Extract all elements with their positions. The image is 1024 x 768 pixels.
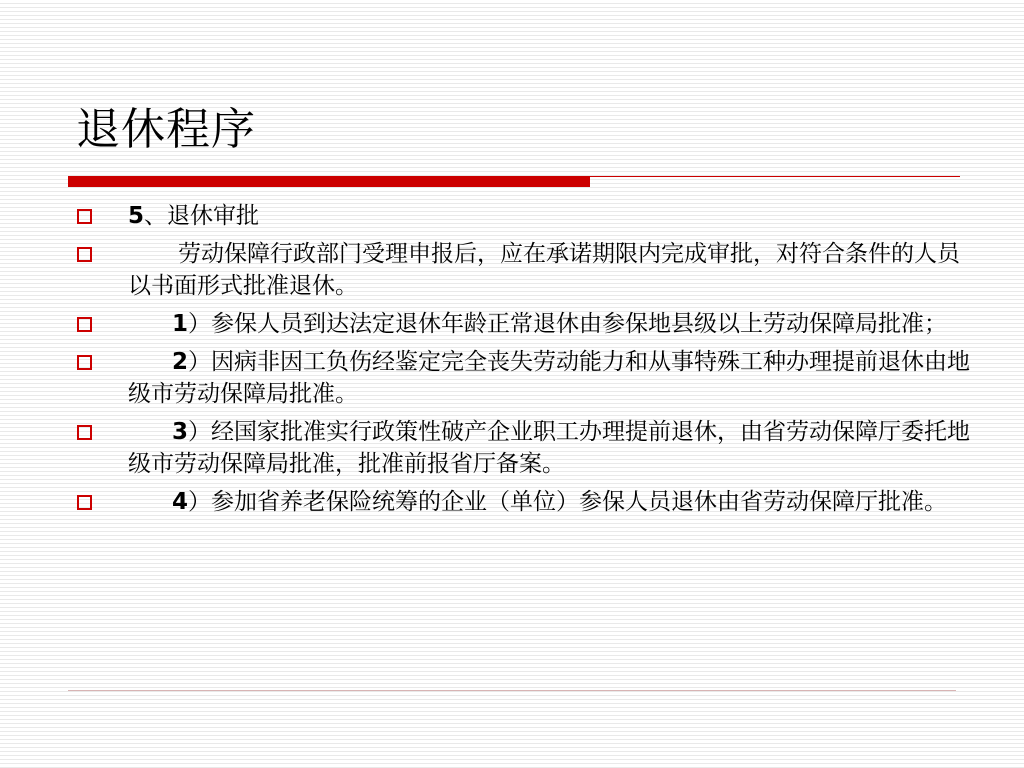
title-underline-bar xyxy=(68,176,590,187)
bullet-text xyxy=(128,486,976,518)
list-item xyxy=(76,486,976,518)
bullet-text xyxy=(128,416,976,480)
square-bullet-icon xyxy=(77,317,92,332)
list-item xyxy=(76,416,976,480)
footer-divider xyxy=(68,690,956,691)
list-item xyxy=(76,346,976,410)
bullet-content: 、退休审批 xyxy=(144,203,260,229)
bullet-content: ）参加省养老保险统筹的企业（单位）参保人员退休由省劳动保障厅批准。 xyxy=(188,489,948,515)
bullet-list xyxy=(76,200,976,524)
bullet-number: 3 xyxy=(172,419,189,445)
bullet-number: 2 xyxy=(172,349,189,375)
bullet-text xyxy=(128,200,976,232)
bullet-text xyxy=(128,308,976,340)
square-bullet-icon xyxy=(77,209,92,224)
bullet-content: ）因病非因工负伤经鉴定完全丧失劳动能力和从事特殊工种办理提前退休由地级市劳动保障局批准。 xyxy=(128,349,971,407)
bullet-number: 1 xyxy=(172,311,189,337)
bullet-number: 4 xyxy=(172,489,189,515)
square-bullet-icon xyxy=(77,425,92,440)
bullet-text xyxy=(128,346,976,410)
bullet-content: ）参保人员到达法定退休年龄正常退休由参保地县级以上劳动保障局批准； xyxy=(188,311,948,337)
list-item xyxy=(76,238,976,302)
bullet-number: 5 xyxy=(128,203,145,229)
square-bullet-icon xyxy=(77,355,92,370)
square-bullet-icon xyxy=(77,495,92,510)
title-underline-line xyxy=(590,176,960,177)
bullet-text xyxy=(128,238,976,302)
slide-title: 退休程序 xyxy=(76,104,256,155)
list-item xyxy=(76,308,976,340)
bullet-content: 劳动保障行政部门受理申报后，应在承诺期限内完成审批，对符合条件的人员以书面形式批准退休。 xyxy=(128,241,960,299)
list-item xyxy=(76,200,976,232)
bullet-content: ）经国家批准实行政策性破产企业职工办理提前退休，由省劳动保障厅委托地级市劳动保障局批准，批准前报省厅备案。 xyxy=(128,419,971,477)
square-bullet-icon xyxy=(77,247,92,262)
